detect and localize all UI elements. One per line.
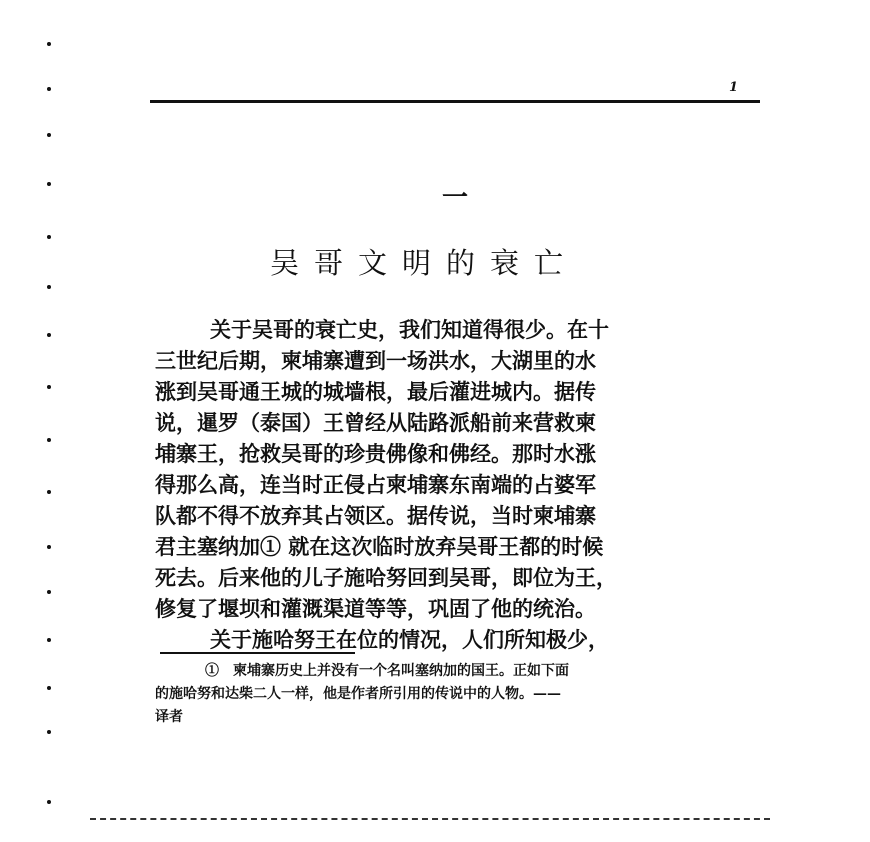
- body-line: 关于施哈努王在位的情况，人们所知极少，: [210, 627, 609, 652]
- body-line: 关于吴哥的衰亡史，我们知道得很少。在十: [210, 317, 609, 342]
- body-line: 队都不得不放弃其占领区。据传说，当时柬埔寨: [155, 503, 596, 528]
- margin-mark: [47, 385, 51, 389]
- margin-mark: [47, 87, 51, 91]
- footnote-line: ① 柬埔寨历史上并没有一个名叫塞纳加的国王。正如下面: [205, 663, 569, 679]
- chapter-number: 一: [441, 183, 468, 213]
- margin-mark: [47, 800, 51, 804]
- margin-mark: [47, 333, 51, 337]
- page-number: 1: [729, 80, 739, 95]
- body-line: 得那么高，连当时正侵占柬埔寨东南端的占婆军: [155, 472, 596, 497]
- margin-mark: [47, 438, 51, 442]
- body-line: 君主塞纳加① 就在这次临时放弃吴哥王都的时候: [155, 534, 604, 559]
- body-line: 三世纪后期，柬埔寨遭到一场洪水，大湖里的水: [155, 348, 596, 373]
- body-line: 埔寨王，抢救吴哥的珍贵佛像和佛经。那时水涨: [155, 441, 596, 466]
- margin-mark: [47, 638, 51, 642]
- margin-mark: [47, 285, 51, 289]
- body-line: 死去。后来他的儿子施哈努回到吴哥，即位为王，: [155, 565, 617, 590]
- margin-mark: [47, 545, 51, 549]
- margin-mark: [47, 590, 51, 594]
- chapter-title: 吴哥文明的衰亡: [270, 246, 579, 280]
- margin-mark: [47, 730, 51, 734]
- body-line: 修复了堰坝和灌溉渠道等等，巩固了他的统治。: [155, 596, 596, 621]
- margin-mark: [47, 235, 51, 239]
- margin-mark: [47, 490, 51, 494]
- margin-mark: [47, 42, 51, 46]
- page-bottom-edge: [90, 818, 770, 820]
- footnote-line: 的施哈努和达柴二人一样，他是作者所引用的传说中的人物。——: [155, 686, 561, 702]
- body-line: 涨到吴哥通王城的城墙根，最后灌进城内。据传: [155, 379, 596, 404]
- margin-mark: [47, 133, 51, 137]
- margin-mark: [47, 182, 51, 186]
- body-line: 说，暹罗（泰国）王曾经从陆路派船前来营救柬: [155, 410, 596, 435]
- footnote-rule: [160, 652, 355, 654]
- header-rule: [150, 100, 760, 103]
- margin-mark: [47, 686, 51, 690]
- footnote-line: 译者: [155, 709, 183, 725]
